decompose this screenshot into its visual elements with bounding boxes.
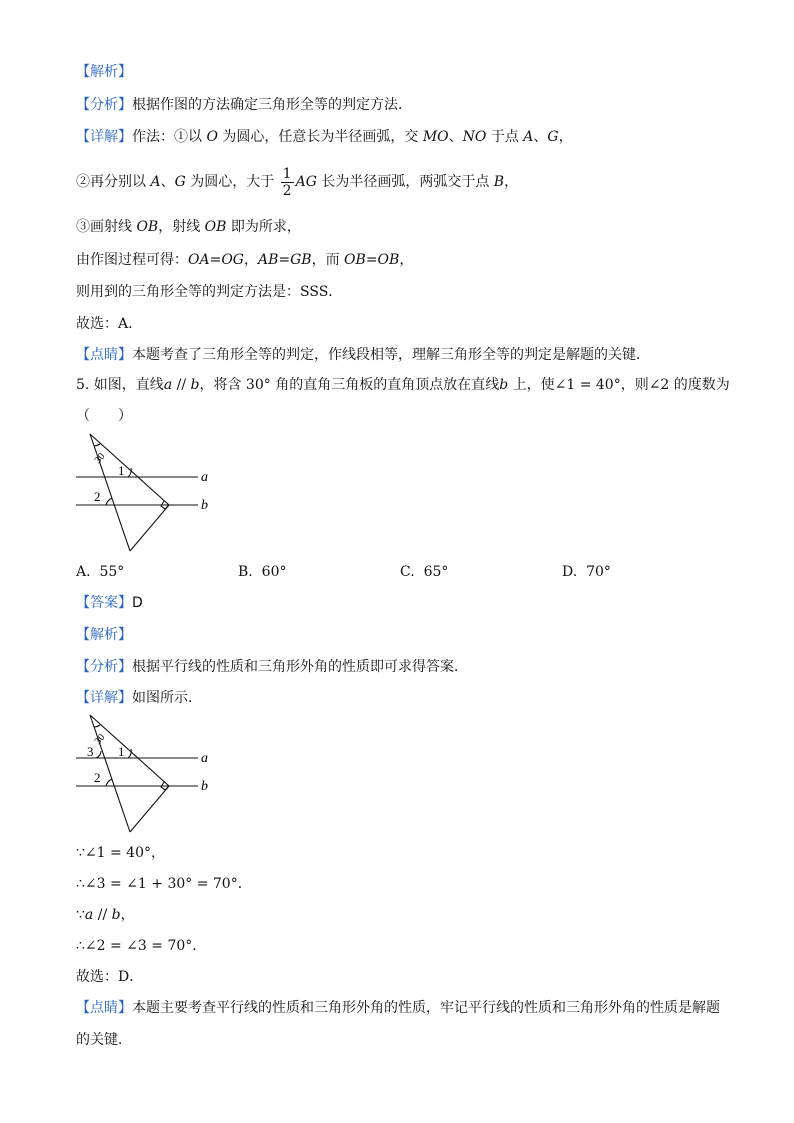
point-A: A bbox=[150, 174, 161, 190]
label-line-a: a bbox=[201, 751, 208, 766]
step-text: ∴∠2 = ∠3 = 70°． bbox=[76, 938, 207, 954]
parallel-symbol: // bbox=[93, 907, 112, 923]
step-prefix: ∵ bbox=[76, 907, 85, 923]
jiexi-tag: 【解析】 bbox=[76, 627, 132, 643]
var-b: b bbox=[499, 377, 509, 393]
analysis-tag: 【分析】 bbox=[76, 659, 132, 675]
angle-30-arc bbox=[94, 725, 100, 727]
question-text: 上，使∠1 = 40°，则∠2 的度数为 bbox=[508, 377, 730, 393]
point-G: G bbox=[547, 129, 559, 145]
solution5-step4 bbox=[76, 936, 206, 956]
analysis-text: 根据作图的方法确定三角形全等的判定方法． bbox=[132, 97, 412, 113]
equation-OB-OB: OB=OB bbox=[344, 252, 400, 268]
step2-end: ， bbox=[504, 174, 519, 190]
step1-sep2: 、 bbox=[533, 129, 548, 145]
label-line-a: a bbox=[201, 470, 208, 485]
step3-prefix: ③画射线 bbox=[76, 219, 137, 235]
process-end: ， bbox=[399, 252, 414, 268]
step3-mid: ，射线 bbox=[158, 219, 205, 235]
answer-tag: 【答案】 bbox=[76, 595, 132, 611]
detail-tag: 【详解】 bbox=[76, 129, 132, 145]
step2-mid2: 长为半径画弧，两弧交于点 bbox=[316, 174, 494, 190]
angle-30-arc bbox=[94, 444, 100, 446]
answer-value: D bbox=[132, 595, 143, 611]
option-letter: A. bbox=[76, 564, 91, 580]
step-text: ∵∠1 = 40°， bbox=[76, 845, 165, 861]
step2-prefix: ②再分别以 bbox=[76, 174, 151, 190]
step1-mid2: 于点 bbox=[486, 129, 524, 145]
detail-text: 如图所示． bbox=[132, 690, 202, 706]
triangle-side-right bbox=[130, 505, 169, 551]
step1-end: ， bbox=[558, 129, 573, 145]
step3-end: 即为所求， bbox=[226, 219, 301, 235]
step2-mid: 为圆心，大于 bbox=[185, 174, 279, 190]
parallel-symbol: // bbox=[172, 377, 191, 393]
solution5-detail-line bbox=[76, 688, 202, 708]
fraction-one-half bbox=[281, 166, 294, 199]
ray-OB: OB bbox=[136, 219, 159, 235]
jiexi-tag: 【解析】 bbox=[76, 64, 132, 80]
solution5-step2 bbox=[76, 874, 252, 894]
prev-jiexi-heading bbox=[76, 62, 132, 82]
segment-NO: NO bbox=[462, 129, 487, 145]
solution5-step3 bbox=[76, 905, 135, 925]
label-angle-3: 3 bbox=[87, 744, 94, 759]
var-b: b bbox=[190, 377, 200, 393]
prev-step2-line bbox=[76, 164, 518, 200]
detail-tag: 【详解】 bbox=[76, 690, 132, 706]
process-sep: ，而 bbox=[311, 252, 345, 268]
option-d[interactable] bbox=[562, 562, 611, 582]
solution5-step1 bbox=[76, 843, 165, 863]
option-value: 55° bbox=[99, 564, 125, 580]
equation-OA-OG: OA=OG bbox=[188, 252, 244, 268]
comment-text: 本题考查了三角形全等的判定，作线段相等，理解三角形全等的判定是解题的关键． bbox=[132, 347, 650, 363]
step2-sep: 、 bbox=[160, 174, 175, 190]
step1-sep: 、 bbox=[448, 129, 463, 145]
point-B: B bbox=[493, 174, 505, 190]
step-end: ， bbox=[120, 907, 135, 923]
step1-prefix: 作法：①以 bbox=[132, 129, 207, 145]
solution5-comment-line1 bbox=[76, 998, 720, 1018]
prev-detail-line bbox=[76, 127, 573, 147]
var-a: a bbox=[163, 377, 173, 393]
question5-paren bbox=[76, 406, 132, 426]
angle-2-arc bbox=[106, 498, 112, 505]
segment-AG: AG bbox=[295, 174, 317, 190]
label-30: 30 bbox=[92, 732, 108, 747]
prev-choice-line bbox=[76, 314, 142, 334]
label-angle-1: 1 bbox=[118, 744, 125, 759]
solution5-comment-line2 bbox=[76, 1030, 132, 1050]
label-line-b: b bbox=[201, 779, 208, 794]
option-letter: D. bbox=[562, 564, 578, 580]
process-sep: ， bbox=[243, 252, 258, 268]
var-b: b bbox=[111, 907, 121, 923]
option-value: 60° bbox=[261, 564, 287, 580]
label-angle-2: 2 bbox=[94, 489, 101, 504]
fraction-denominator: 2 bbox=[282, 182, 292, 199]
angle-3-arc bbox=[96, 751, 101, 758]
option-b[interactable] bbox=[238, 562, 286, 582]
option-letter: C. bbox=[400, 564, 415, 580]
segment-MO: MO bbox=[422, 129, 449, 145]
option-value: 65° bbox=[423, 564, 449, 580]
prev-analysis-line bbox=[76, 95, 412, 115]
solution5-jiexi-heading bbox=[76, 625, 132, 645]
question5-figure bbox=[70, 428, 220, 558]
method-text: 则用到的三角形全等的判定方法是：SSS． bbox=[76, 284, 343, 300]
option-a[interactable] bbox=[76, 562, 124, 582]
comment-text: 本题主要考查平行线的性质和三角形外角的性质，牢记平行线的性质和三角形外角的性质是解题 bbox=[132, 1000, 720, 1016]
prev-process-line bbox=[76, 250, 413, 270]
answer-paren: （ ） bbox=[76, 408, 132, 424]
solution5-analysis-line bbox=[76, 657, 468, 677]
option-c[interactable] bbox=[400, 562, 448, 582]
point-O: O bbox=[206, 129, 218, 145]
label-angle-2: 2 bbox=[94, 770, 101, 785]
label-30: 30 bbox=[92, 451, 108, 466]
option-value: 70° bbox=[586, 564, 611, 580]
question5-stem bbox=[76, 375, 730, 395]
fraction-numerator: 1 bbox=[282, 165, 292, 182]
var-a: a bbox=[84, 907, 94, 923]
prev-comment-line bbox=[76, 345, 650, 365]
prev-method-line bbox=[76, 282, 342, 302]
question-text: 如图，直线 bbox=[89, 377, 164, 393]
angle-2-arc bbox=[106, 779, 112, 786]
point-G: G bbox=[174, 174, 186, 190]
solution5-choice bbox=[76, 967, 143, 987]
comment-tag: 【点睛】 bbox=[76, 1000, 132, 1016]
analysis-text: 根据平行线的性质和三角形外角的性质即可求得答案． bbox=[132, 659, 468, 675]
comment-text: 的关键． bbox=[76, 1032, 132, 1048]
option-letter: B. bbox=[238, 564, 253, 580]
step1-mid: 为圆心，任意长为半径画弧，交 bbox=[217, 129, 423, 145]
question-number: 5. bbox=[76, 377, 90, 393]
step-text: ∴∠3 = ∠1 + 30° = 70°． bbox=[76, 876, 252, 892]
triangle-side-right bbox=[130, 786, 169, 832]
process-prefix: 由作图过程可得： bbox=[76, 252, 188, 268]
question-text: ，将含 30° 角的直角三角板的直角顶点放在直线 bbox=[199, 377, 500, 393]
choice-text: 故选：D． bbox=[76, 969, 144, 985]
ray-OB: OB bbox=[204, 219, 227, 235]
solution5-figure bbox=[70, 710, 220, 840]
point-A: A bbox=[523, 129, 534, 145]
label-line-b: b bbox=[201, 498, 208, 513]
choice-text: 故选：A． bbox=[76, 316, 143, 332]
equation-AB-GB: AB=GB bbox=[257, 252, 312, 268]
answer-line bbox=[76, 593, 143, 613]
label-angle-1: 1 bbox=[118, 463, 125, 478]
analysis-tag: 【分析】 bbox=[76, 97, 132, 113]
comment-tag: 【点睛】 bbox=[76, 347, 132, 363]
prev-step3-line bbox=[76, 217, 301, 237]
